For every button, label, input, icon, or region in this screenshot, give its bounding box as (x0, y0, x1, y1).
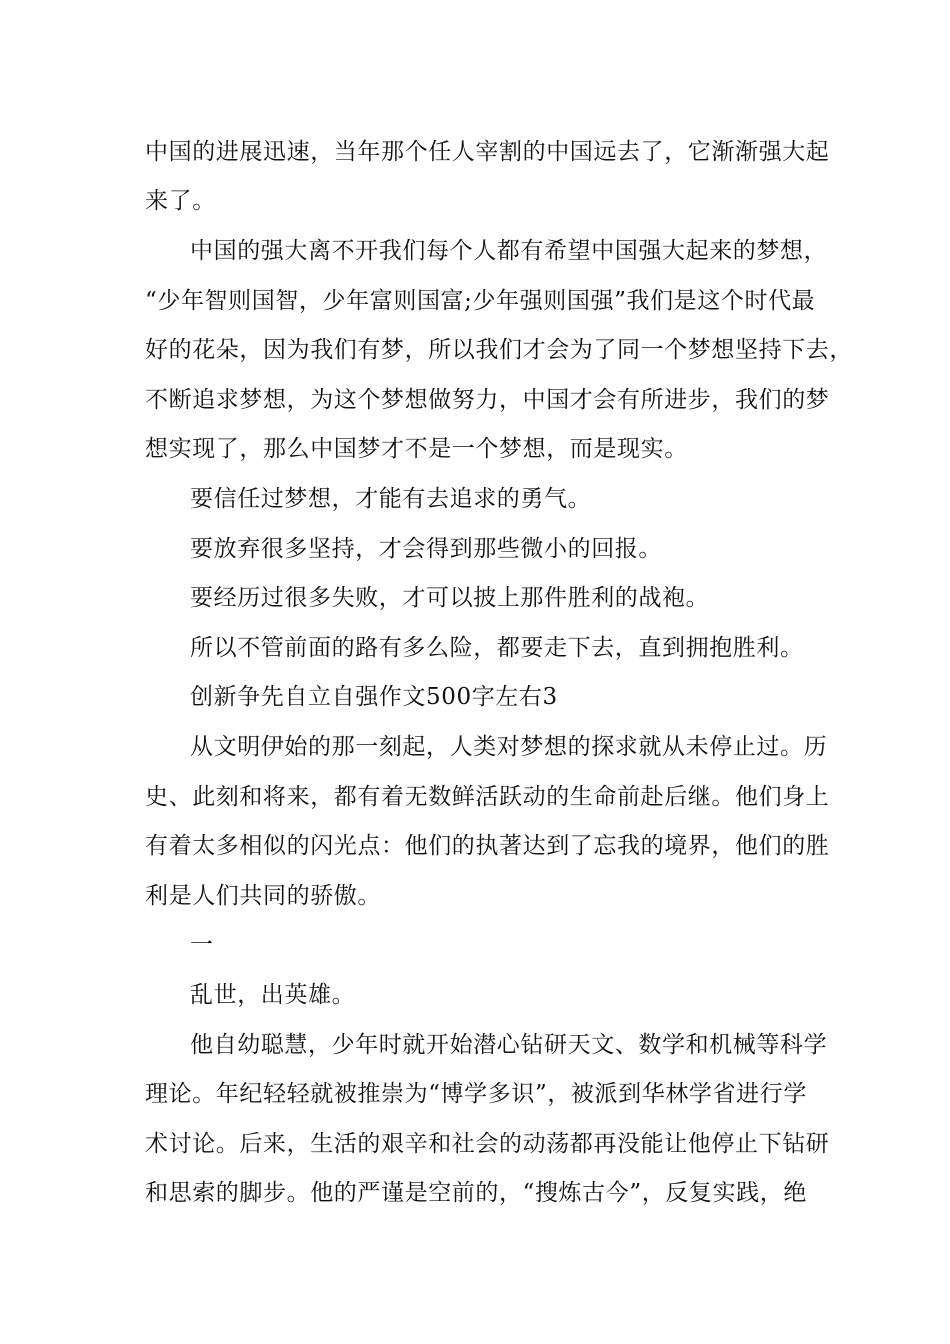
text-line: 中国的进展迅速，当年那个任人宰割的中国远去了，它渐渐强大起 (145, 139, 830, 165)
text-line: 来了。 (145, 188, 216, 214)
text-line: 和思索的脚步。他的严谨是空前的，“搜炼古今”，反复实践，绝 (145, 1180, 807, 1206)
text-line: 术讨论。后来，生活的艰辛和社会的动荡都再没能让他停止下钻研 (145, 1131, 830, 1157)
text-line: 乱世，出英雄。 (190, 982, 356, 1008)
text-line: 所以不管前面的路有多么险，都要走下去，直到拥抱胜利。 (190, 635, 804, 661)
text-line: 好的花朵，因为我们有梦，所以我们才会为了同一个梦想坚持下去， (145, 337, 853, 363)
text-line: 不断追求梦想，为这个梦想做努力，中国才会有所进步，我们的梦 (145, 387, 830, 413)
text-line: 理论。年纪轻轻就被推崇为“博学多识”，被派到华林学省进行学 (145, 1081, 807, 1107)
text-line: 要信任过梦想，才能有去追求的勇气。 (190, 486, 592, 512)
text-line: 想实现了，那么中国梦才不是一个梦想，而是现实。 (145, 436, 688, 462)
text-line: “少年智则国智，少年富则国富;少年强则国强”我们是这个时代最 (145, 288, 816, 314)
text-line: 利是人们共同的骄傲。 (145, 883, 381, 909)
section-heading: 创新争先自立自强作文500字左右3 (190, 684, 558, 710)
text-line: 有着太多相似的闪光点：他们的执著达到了忘我的境界，他们的胜 (145, 833, 830, 859)
text-line: 他自幼聪慧，少年时就开始潜心钻研天文、数学和机械等科学 (190, 1032, 828, 1058)
text-line: 从文明伊始的那一刻起，人类对梦想的探求就从未停止过。历 (190, 734, 828, 760)
section-numeral: 一 (190, 932, 214, 958)
text-line: 史、此刻和将来，都有着无数鲜活跃动的生命前赴后继。他们身上 (145, 784, 830, 810)
text-line: 中国的强大离不开我们每个人都有希望中国强大起来的梦想， (190, 238, 828, 264)
text-line: 要放弃很多坚持，才会得到那些微小的回报。 (190, 536, 662, 562)
text-line: 要经历过很多失败，才可以披上那件胜利的战袍。 (190, 585, 710, 611)
